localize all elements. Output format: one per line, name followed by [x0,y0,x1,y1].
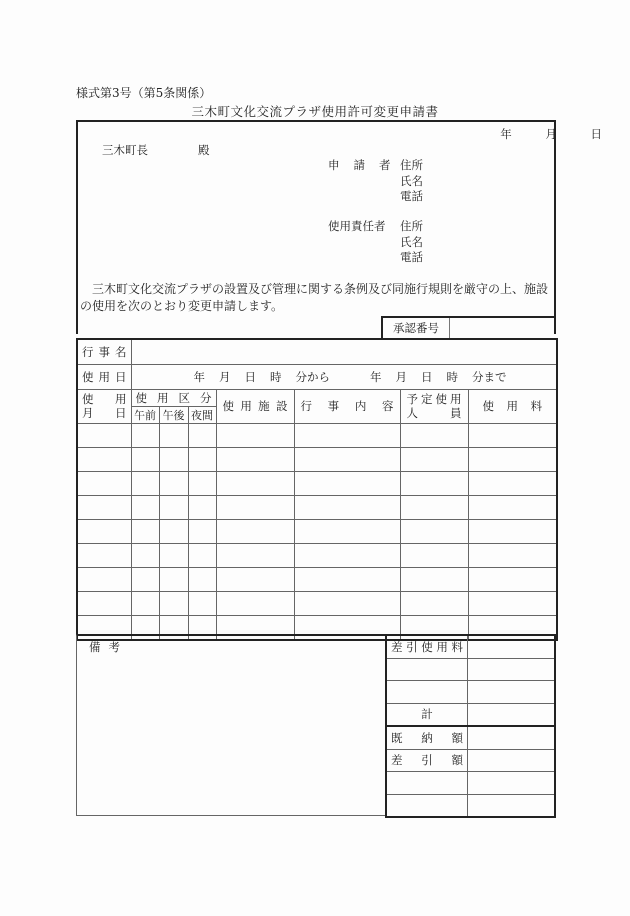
month-day-header: 使 用 月 日 [77,389,131,423]
applicant-phone-field[interactable]: 電話 [400,189,423,203]
fee-value-field[interactable] [468,681,556,704]
table-row [77,519,557,543]
night-cell[interactable] [188,423,216,447]
fee-row [386,749,555,772]
event-content-cell[interactable] [294,591,400,615]
remarks-box[interactable] [76,634,386,816]
month-day-cell[interactable] [77,543,131,567]
fee-label: 計 [386,703,468,726]
night-cell[interactable] [188,447,216,471]
month-day-cell[interactable] [77,519,131,543]
day-label: 日 [590,127,602,141]
application-statement: 三木町文化交流プラザの設置及び管理に関する条例及び同施行規則を厳守の上、施設の使用を次のとおり変更申請します。 [80,282,549,313]
fee-row [386,658,555,681]
facility-cell[interactable] [216,471,294,495]
application-date[interactable] [470,126,602,142]
attendees-cell[interactable] [400,447,468,471]
attendees-cell[interactable] [400,567,468,591]
attendees-cell[interactable] [400,423,468,447]
month-day-cell[interactable] [77,447,131,471]
table-row [77,423,557,447]
fee-cell[interactable] [468,447,557,471]
fee-cell[interactable] [468,591,557,615]
pm-cell[interactable] [159,471,188,495]
year-label: 年 [500,127,512,141]
event-content-header: 行 事 内 容 [294,389,400,423]
fee-row [386,726,555,749]
night-cell[interactable] [188,543,216,567]
addressee-name: 三木町長 [102,143,148,157]
fee-label: 差 引 額 [386,749,468,772]
event-content-cell[interactable] [294,471,400,495]
table-row [77,471,557,495]
applicant-address-field[interactable]: 住所 [400,158,423,172]
responsible-address-field[interactable]: 住所 [400,219,423,233]
attendees-cell[interactable] [400,591,468,615]
event-name-label: 行 事 名 [77,339,131,364]
am-cell[interactable] [131,543,159,567]
am-cell[interactable] [131,591,159,615]
responsible-phone-field[interactable]: 電話 [400,250,423,264]
night-cell[interactable] [188,519,216,543]
fee-cell[interactable] [468,543,557,567]
applicant-label: 申 請 者 [328,158,391,172]
am-cell[interactable] [131,447,159,471]
fee-cell[interactable] [468,471,557,495]
facility-cell[interactable] [216,495,294,519]
month-day-cell[interactable] [77,423,131,447]
fee-row [386,635,555,658]
month-label: 月 [545,127,557,141]
table-row [77,447,557,471]
pm-cell[interactable] [159,495,188,519]
event-content-cell[interactable] [294,519,400,543]
usage-date-range-field[interactable]: 年 月 日 時 分から 年 月 日 時 分まで [131,364,557,389]
facility-cell[interactable] [216,519,294,543]
fee-row [386,772,555,795]
am-header: 午前 [131,406,159,423]
table-row [77,495,557,519]
fee-value-field[interactable] [468,794,556,817]
approval-number-label: 承認番号 [383,318,450,338]
pm-cell[interactable] [159,447,188,471]
event-content-cell[interactable] [294,423,400,447]
fee-label: 既 納 額 [386,726,468,749]
pm-cell[interactable] [159,567,188,591]
fee-row [386,794,555,817]
usage-table [76,338,558,641]
table-row [77,543,557,567]
night-cell[interactable] [188,591,216,615]
month-day-cell[interactable] [77,495,131,519]
attendees-cell[interactable] [400,543,468,567]
approval-number-box [381,316,556,338]
am-cell[interactable] [131,495,159,519]
form-number: 様式第3号（第5条関係） [76,86,212,100]
table-row [77,567,557,591]
approval-number-field[interactable] [450,318,556,338]
usage-date-label: 使 用 日 [77,364,131,389]
facility-header: 使 用 施 設 [216,389,294,423]
facility-cell[interactable] [216,591,294,615]
am-cell[interactable] [131,519,159,543]
fee-cell[interactable] [468,567,557,591]
usage-division-header: 使 用 区 分 [131,389,216,406]
responsible-person-label: 使用責任者 [328,219,386,233]
am-cell[interactable] [131,423,159,447]
fee-value-field[interactable] [468,772,556,795]
month-day-cell[interactable] [77,591,131,615]
fee-cell[interactable] [468,423,557,447]
table-row [77,591,557,615]
night-cell[interactable] [188,567,216,591]
expected-attendees-header: 予 定 使 用 人 員 [400,389,468,423]
am-cell[interactable] [131,567,159,591]
fee-label [386,772,468,795]
event-name-field[interactable] [131,339,557,364]
facility-cell[interactable] [216,423,294,447]
facility-cell[interactable] [216,567,294,591]
form-title: 三木町文化交流プラザ使用許可変更申請書 [191,104,439,119]
facility-cell[interactable] [216,543,294,567]
facility-cell[interactable] [216,447,294,471]
pm-cell[interactable] [159,423,188,447]
fee-value-field[interactable] [468,726,556,749]
fee-label: 差 引 使 用 料 [386,635,468,658]
night-header: 夜間 [188,406,216,423]
month-day-cell[interactable] [77,567,131,591]
addressee-honorific: 殿 [198,143,210,157]
fee-row [386,703,555,726]
fee-cell[interactable] [468,495,557,519]
fee-value-field[interactable] [468,635,556,658]
attendees-cell[interactable] [400,519,468,543]
responsible-name-field[interactable]: 氏名 [400,235,423,249]
fee-value-field[interactable] [468,658,556,681]
fee-row [386,681,555,704]
event-content-cell[interactable] [294,447,400,471]
fee-value-field[interactable] [468,703,556,726]
pm-cell[interactable] [159,591,188,615]
pm-cell[interactable] [159,543,188,567]
attendees-cell[interactable] [400,495,468,519]
fee-summary-table [385,634,556,818]
month-day-cell[interactable] [77,471,131,495]
event-content-cell[interactable] [294,495,400,519]
event-content-cell[interactable] [294,543,400,567]
fee-cell[interactable] [468,519,557,543]
remarks-label: 備考 [89,640,128,654]
pm-cell[interactable] [159,519,188,543]
pm-header: 午後 [159,406,188,423]
fee-label [386,658,468,681]
attendees-cell[interactable] [400,471,468,495]
event-content-cell[interactable] [294,567,400,591]
fee-label [386,794,468,817]
am-cell[interactable] [131,471,159,495]
usage-fee-header: 使 用 料 [468,389,557,423]
night-cell[interactable] [188,471,216,495]
fee-value-field[interactable] [468,749,556,772]
night-cell[interactable] [188,495,216,519]
applicant-name-field[interactable]: 氏名 [400,174,423,188]
fee-label [386,681,468,704]
